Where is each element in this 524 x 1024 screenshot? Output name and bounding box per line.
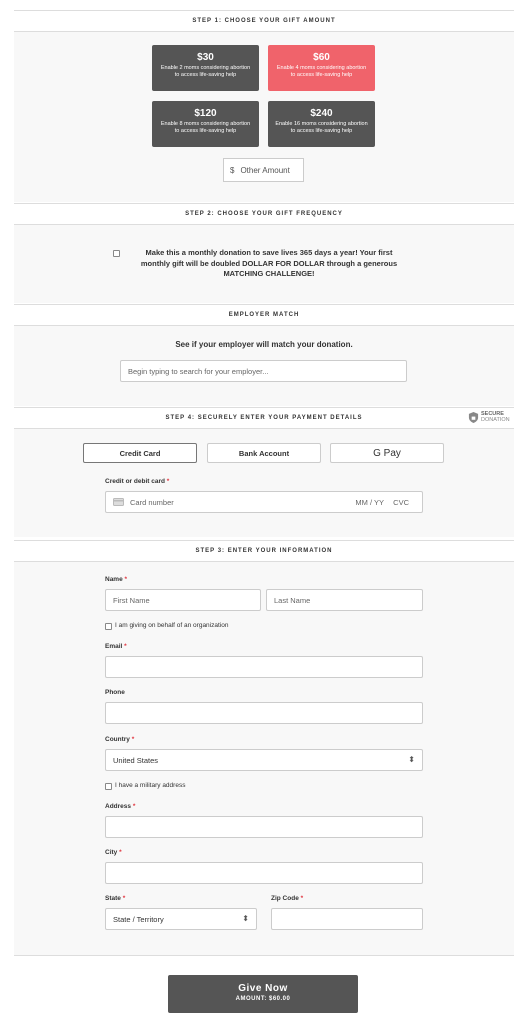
country-value: United States bbox=[113, 755, 159, 765]
military-checkbox[interactable] bbox=[105, 783, 112, 790]
secure-label: SECURE bbox=[481, 411, 504, 417]
card-label bbox=[105, 478, 169, 485]
first-name-input[interactable] bbox=[105, 589, 261, 611]
state-select[interactable] bbox=[105, 908, 257, 930]
phone-label: Phone bbox=[105, 689, 125, 696]
other-amount-placeholder: Other Amount bbox=[240, 165, 290, 175]
organization-checkbox[interactable] bbox=[105, 623, 112, 630]
city-label bbox=[105, 849, 122, 856]
amount-description: Enable 8 moms considering abortion to access life-saving help bbox=[160, 121, 251, 134]
card-cvc-placeholder: CVC bbox=[393, 497, 409, 507]
email-label bbox=[105, 643, 127, 650]
credit-card-icon bbox=[113, 498, 124, 506]
zip-input[interactable] bbox=[271, 908, 423, 930]
tab-google-pay[interactable] bbox=[330, 443, 444, 463]
state-value: State / Territory bbox=[113, 914, 164, 924]
give-amount-label: AMOUNT: $60.00 bbox=[235, 996, 291, 1002]
zip-label-text: Zip Code bbox=[271, 895, 299, 902]
card-number-placeholder: Card number bbox=[130, 497, 174, 507]
tab-bank-account[interactable]: Bank Account bbox=[207, 443, 321, 463]
city-label-text: City bbox=[105, 849, 118, 856]
email-input[interactable] bbox=[105, 656, 423, 678]
divider bbox=[14, 955, 514, 956]
step2-header: STEP 2: CHOOSE YOUR GIFT FREQUENCY bbox=[14, 203, 514, 225]
card-label-text: Credit or debit card bbox=[105, 478, 165, 485]
amount-value: $240 bbox=[310, 108, 333, 119]
tab-credit-card[interactable]: Credit Card bbox=[83, 443, 197, 463]
employer-prompt: See if your employer will match your donation. bbox=[175, 340, 353, 349]
address-label-text: Address bbox=[105, 803, 132, 810]
required-mark: * bbox=[132, 803, 136, 810]
phone-input[interactable] bbox=[105, 702, 423, 724]
required-mark: * bbox=[124, 576, 128, 583]
country-select[interactable] bbox=[105, 749, 423, 771]
step3-header: STEP 3: ENTER YOUR INFORMATION bbox=[14, 540, 514, 562]
state-label bbox=[105, 895, 125, 902]
select-arrows-icon: ⬍ bbox=[408, 755, 415, 764]
address-label bbox=[105, 803, 135, 810]
secure-donation-badge bbox=[468, 411, 510, 423]
currency-symbol: $ bbox=[230, 165, 235, 175]
military-text: I have a military address bbox=[115, 782, 186, 789]
card-expiry-placeholder: MM / YY bbox=[355, 497, 384, 507]
amount-60-button[interactable] bbox=[268, 45, 375, 91]
amount-value: $120 bbox=[194, 108, 217, 119]
required-mark: * bbox=[300, 895, 304, 902]
state-label-text: State bbox=[105, 895, 121, 902]
amount-description: Enable 4 moms considering abortion to access life-saving help bbox=[276, 65, 367, 78]
give-now-button[interactable] bbox=[168, 975, 358, 1013]
country-label-text: Country bbox=[105, 736, 130, 743]
zip-label bbox=[271, 895, 303, 902]
select-arrows-icon: ⬍ bbox=[242, 914, 249, 923]
amount-value: $30 bbox=[197, 52, 214, 63]
employer-header: EMPLOYER MATCH bbox=[14, 304, 514, 326]
required-mark: * bbox=[166, 478, 170, 485]
step1-header: STEP 1: CHOOSE YOUR GIFT AMOUNT bbox=[14, 10, 514, 32]
required-mark: * bbox=[122, 895, 126, 902]
amount-value: $60 bbox=[313, 52, 330, 63]
give-now-label: Give Now bbox=[238, 983, 288, 994]
city-input[interactable] bbox=[105, 862, 423, 884]
shield-icon bbox=[468, 412, 479, 423]
google-pay-label: G Pay bbox=[373, 447, 401, 459]
other-amount-input[interactable] bbox=[223, 158, 304, 182]
address-input[interactable] bbox=[105, 816, 423, 838]
employer-search-input[interactable] bbox=[120, 360, 407, 382]
card-number-input[interactable] bbox=[105, 491, 423, 513]
name-label bbox=[105, 576, 127, 583]
last-name-input[interactable] bbox=[266, 589, 423, 611]
amount-description: Enable 16 moms considering abortion to access life-saving help bbox=[275, 121, 368, 134]
amount-120-button[interactable] bbox=[152, 101, 259, 147]
required-mark: * bbox=[124, 643, 127, 650]
country-label bbox=[105, 736, 134, 743]
required-mark: * bbox=[119, 849, 122, 856]
step4-header: STEP 4: SECURELY ENTER YOUR PAYMENT DETAILS bbox=[14, 407, 514, 429]
organization-text: I am giving on behalf of an organization bbox=[115, 622, 229, 629]
required-mark: * bbox=[131, 736, 135, 743]
email-label-text: Email bbox=[105, 643, 123, 650]
donation-label: DONATION bbox=[481, 417, 510, 423]
name-label-text: Name bbox=[105, 576, 123, 583]
last-name-placeholder: Last Name bbox=[274, 595, 311, 605]
amount-30-button[interactable] bbox=[152, 45, 259, 91]
monthly-checkbox[interactable] bbox=[113, 250, 120, 257]
amount-240-button[interactable] bbox=[268, 101, 375, 147]
employer-search-placeholder: Begin typing to search for your employer... bbox=[128, 366, 269, 376]
first-name-placeholder: First Name bbox=[113, 595, 150, 605]
monthly-text: Make this a monthly donation to save lives 365 days a year! Your first monthly gift will be doubled DOLLAR FOR DOLLAR through a generous MATCHING CHALLENGE! bbox=[140, 248, 398, 278]
amount-description: Enable 2 moms considering abortion to access life-saving help bbox=[160, 65, 251, 78]
